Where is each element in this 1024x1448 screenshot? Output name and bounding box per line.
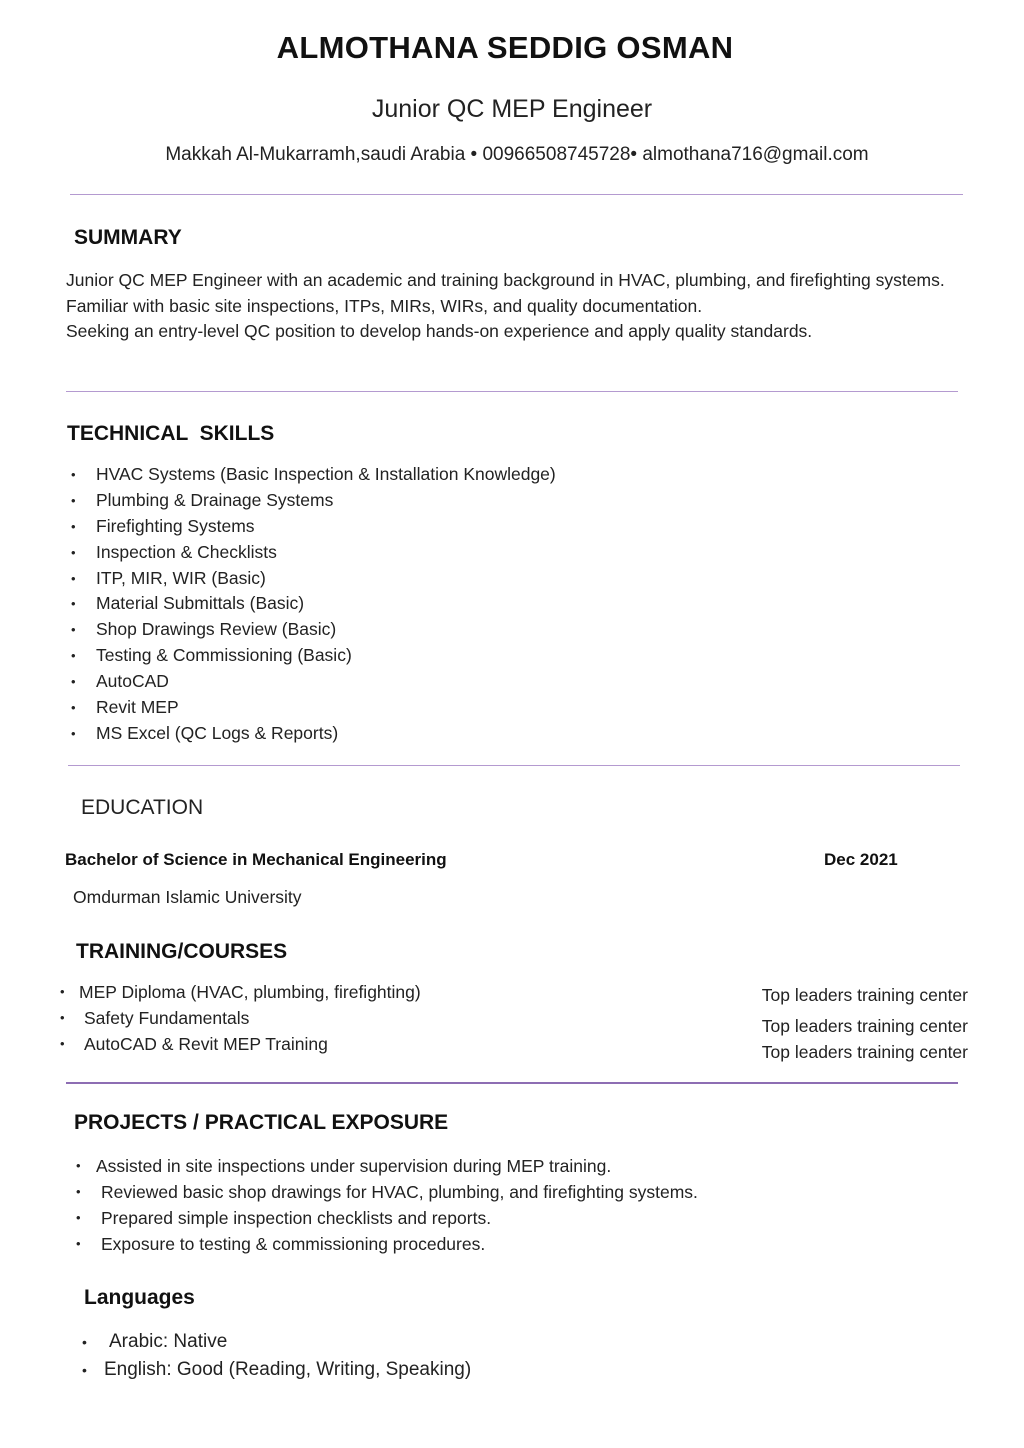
list-item: • Plumbing & Drainage Systems — [66, 488, 766, 514]
summary-line: Junior QC MEP Engineer with an academic and training background in HVAC, plumbing, and firefighting systems. — [66, 270, 945, 290]
summary-heading: SUMMARY — [74, 226, 182, 249]
languages-heading: Languages — [84, 1286, 195, 1309]
list-item: • Material Submittals (Basic) — [66, 591, 766, 617]
skills-heading: TECHNICAL SKILLS — [67, 422, 275, 445]
training-provider: Top leaders training center — [761, 985, 968, 1005]
skills-list — [66, 462, 766, 747]
divider — [66, 391, 958, 392]
list-item: • Exposure to testing & commissioning procedures. — [76, 1231, 936, 1257]
list-item: • Arabic: Native — [80, 1328, 680, 1356]
list-item: • MS Excel (QC Logs & Reports) — [66, 721, 766, 747]
bullet-icon: • — [71, 518, 76, 534]
bullet-icon: • — [71, 725, 76, 741]
training-heading: TRAINING/COURSES — [76, 940, 288, 963]
projects-heading: PROJECTS / PRACTICAL EXPOSURE — [74, 1111, 449, 1134]
bullet-icon: • — [76, 1158, 81, 1173]
bullet-icon: • — [82, 1334, 87, 1350]
languages-list — [80, 1328, 680, 1384]
list-item: • Reviewed basic shop drawings for HVAC, plumbing, and firefighting systems. — [76, 1179, 936, 1205]
education-heading: EDUCATION — [81, 796, 204, 819]
divider — [68, 765, 960, 766]
list-item: • Safety Fundamentals — [60, 1005, 580, 1031]
list-item: • Inspection & Checklists — [66, 540, 766, 566]
education-date: Dec 2021 — [824, 850, 898, 869]
bullet-icon: • — [60, 1036, 65, 1051]
bullet-icon: • — [71, 596, 76, 612]
summary-text — [66, 268, 958, 345]
list-item: • Prepared simple inspection checklists and reports. — [76, 1205, 936, 1231]
bullet-icon: • — [76, 1210, 81, 1225]
bullet-icon: • — [71, 570, 76, 586]
summary-line: Seeking an entry-level QC position to develop hands-on experience and apply quality standards. — [66, 321, 813, 342]
bullet-icon: • — [76, 1184, 81, 1199]
contact-line: Makkah Al-Mukarramh,saudi Arabia • 00966508745728• almothana716@gmail.com — [165, 144, 869, 165]
list-item: • Shop Drawings Review (Basic) — [66, 617, 766, 643]
bullet-icon: • — [71, 467, 76, 482]
divider — [70, 194, 963, 195]
education-degree: Bachelor of Science in Mechanical Engineering — [65, 850, 447, 869]
training-provider: Top leaders training center — [761, 1016, 968, 1036]
bullet-icon: • — [76, 1236, 81, 1251]
projects-list — [76, 1153, 936, 1257]
list-item: • English: Good (Reading, Writing, Speaking) — [80, 1356, 680, 1384]
bullet-icon: • — [71, 622, 76, 638]
bullet-icon: • — [71, 700, 76, 716]
list-item: • AutoCAD — [66, 669, 766, 695]
list-item: • Revit MEP — [66, 695, 766, 721]
bullet-icon: • — [71, 648, 76, 664]
bullet-icon: • — [82, 1362, 87, 1378]
bullet-icon: • — [60, 1010, 65, 1025]
bullet-icon: • — [60, 984, 65, 999]
bullet-icon: • — [71, 492, 76, 508]
list-item: • Testing & Commissioning (Basic) — [66, 643, 766, 669]
candidate-name: ALMOTHANA SEDDIG OSMAN — [276, 30, 734, 65]
courses-list — [60, 979, 580, 1057]
list-item: • Assisted in site inspections under supervision during MEP training. — [76, 1153, 936, 1179]
divider — [66, 1082, 958, 1084]
education-school: Omdurman Islamic University — [73, 887, 302, 907]
job-title: Junior QC MEP Engineer — [371, 95, 653, 123]
list-item: • Firefighting Systems — [66, 514, 766, 540]
list-item: • AutoCAD & Revit MEP Training — [60, 1031, 580, 1057]
list-item: • ITP, MIR, WIR (Basic) — [66, 566, 766, 592]
summary-line: Familiar with basic site inspections, ITPs, MIRs, WIRs, and quality documentation. — [66, 295, 703, 316]
training-providers — [640, 982, 968, 1065]
list-item: • MEP Diploma (HVAC, plumbing, firefighting) — [60, 979, 580, 1005]
training-provider: Top leaders training center — [761, 1042, 968, 1062]
list-item: • HVAC Systems (Basic Inspection & Installation Knowledge) — [66, 462, 766, 488]
bullet-icon: • — [71, 544, 76, 560]
bullet-icon: • — [71, 674, 76, 690]
